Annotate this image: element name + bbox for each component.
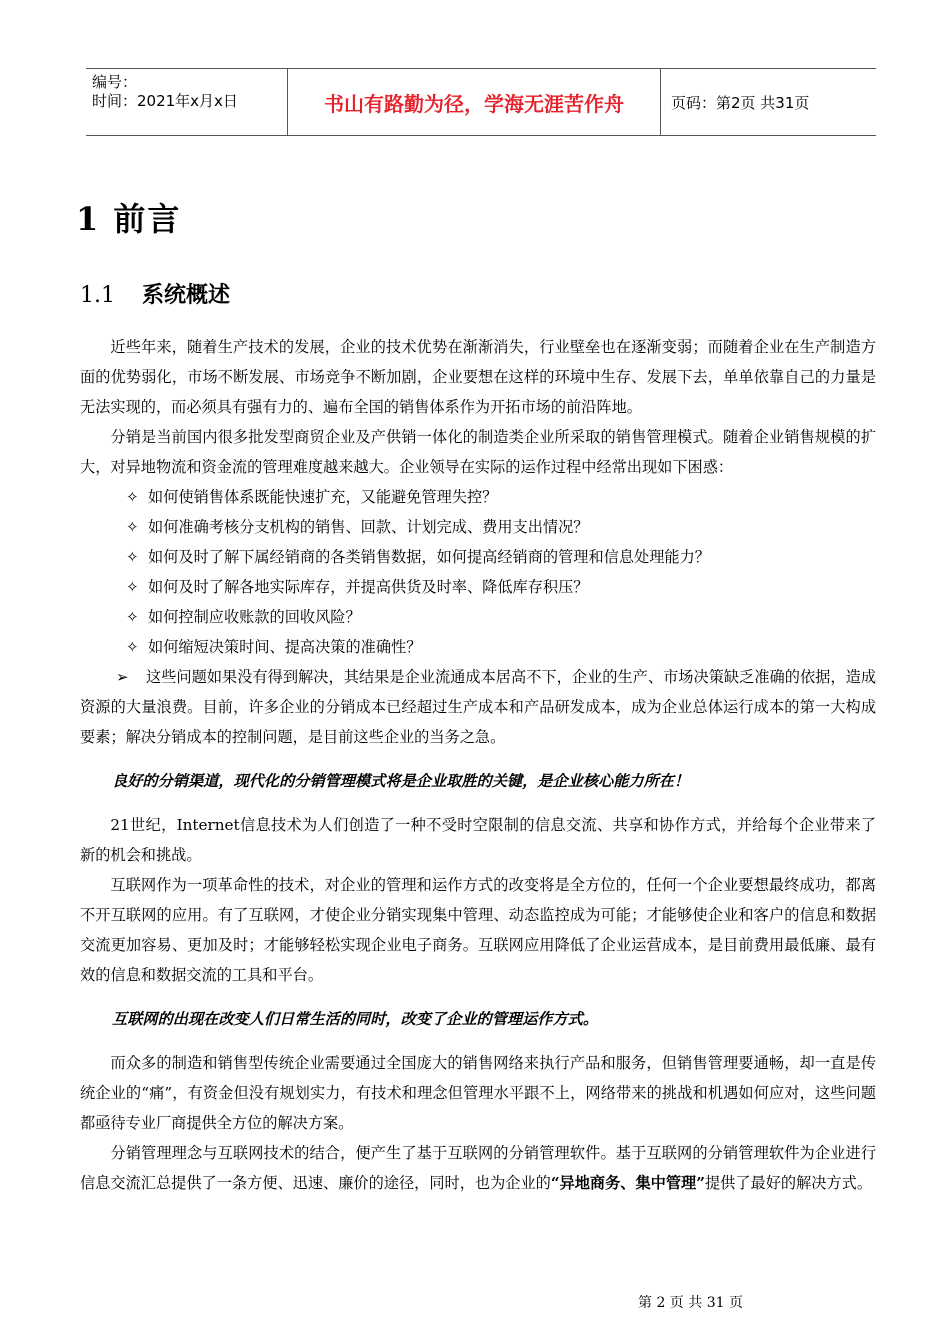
chapter-title: 1 前言 <box>76 200 182 238</box>
diamond-bullet-icon: ✧ <box>126 578 139 596</box>
header-motto: 书山有路勤为径，学海无涯苦作舟 <box>287 69 661 135</box>
document-header <box>86 68 876 136</box>
paragraph-6: 而众多的制造和销售型传统企业需要通过全国庞大的销售网络来执行产品和服务，但销售管理要通畅，却一直是传统企业的“痛”，有资金但没有规划实力，有技术和理念但管理水平跟不上，网络带来的挑战和机遇如何应对，这些问题都亟待专业厂商提供全方位的解决方案。 <box>80 1054 876 1132</box>
paragraph-7: 分销管理理念与互联网技术的结合，便产生了基于互联网的分销管理软件。基于互联网的分销管理软件为企业进行信息交流汇总提供了一条方便、迅速、廉价的途径，同时，也为企业的“异地商务、集中管理”提供了最好的解决方式。 <box>80 1144 876 1192</box>
header-meta <box>86 69 287 135</box>
section-title: 系统概述 <box>142 282 231 308</box>
paragraph-1: 近些年来，随着生产技术的发展，企业的技术优势在渐渐消失，行业壁垒也在逐渐变弱；而随着企业在生产制造方面的优势弱化，市场不断发展、市场竞争不断加剧，企业要想在这样的环境中生存、发展下去，单单依靠自己的力量是无法实现的，而必须具有强有力的、遍布全国的销售体系作为开拓市场的前沿阵地。 <box>80 338 876 416</box>
diamond-bullet-icon: ✧ <box>126 638 139 656</box>
list-item: ✧ 如何控制应收账款的回收风险？ <box>80 602 876 632</box>
list-item: ✧ 如何及时了解各地实际库存，并提高供货及时率、降低库存积压？ <box>80 572 876 602</box>
page-footer: 第 2 页 共 31 页 <box>638 1295 743 1311</box>
body-text <box>80 332 876 1198</box>
paragraph-2: 分销是当前国内很多批发型商贸企业及产供销一体化的制造类企业所采取的销售管理模式。随着企业销售规模的扩大，对异地物流和资金流的管理难度越来越大。企业领导在实际的运作过程中经常出现如下困惑： <box>80 428 876 476</box>
emphasis-line-1: 良好的分销渠道，现代化的分销管理模式将是企业取胜的关键，是企业核心能力所在！ <box>112 772 690 790</box>
emphasis-line-2: 互联网的出现在改变人们日常生活的同时，改变了企业的管理运作方式。 <box>112 1010 598 1028</box>
header-number-label: 编号： <box>92 73 138 91</box>
header-page-info: 页码：第2页 共31页 <box>671 93 810 112</box>
arrow-bullet-icon: ➢ <box>116 668 129 686</box>
paragraph-4: 21世纪，Internet信息技术为人们创造了一种不受时空限制的信息交流、共享和协作方式，并给每个企业带来了新的机会和挑战。 <box>80 816 876 864</box>
bold-phrase: “异地商务、集中管理” <box>550 1174 705 1192</box>
diamond-bullet-icon: ✧ <box>126 488 139 506</box>
list-item: ✧ 如何缩短决策时间、提高决策的准确性？ <box>80 632 876 662</box>
section-heading <box>80 278 230 309</box>
diamond-bullet-icon: ✧ <box>126 608 139 626</box>
header-time-label: 时间：2021年x月x日 <box>92 92 238 110</box>
paragraph-3: ➢ 这些问题如果没有得到解决，其结果是企业流通成本居高不下，企业的生产、市场决策缺乏准确的依据，造成资源的大量浪费。目前，许多企业的分销成本已经超过生产成本和产品研发成本，成为企业总体运行成本的第一大构成要素；解决分销成本的控制问题，是目前这些企业的当务之急。 <box>80 662 876 752</box>
list-item: ✧ 如何准确考核分支机构的销售、回款、计划完成、费用支出情况？ <box>80 512 876 542</box>
list-item: ✧ 如何及时了解下属经销商的各类销售数据，如何提高经销商的管理和信息处理能力？ <box>80 542 876 572</box>
diamond-bullet-icon: ✧ <box>126 518 139 536</box>
diamond-bullet-icon: ✧ <box>126 548 139 566</box>
list-item: ✧ 如何使销售体系既能快速扩充，又能避免管理失控？ <box>80 482 876 512</box>
paragraph-5: 互联网作为一项革命性的技术，对企业的管理和运作方式的改变将是全方位的，任何一个企业要想最终成功，都离不开互联网的应用。有了互联网，才使企业分销实现集中管理、动态监控成为可能；才能够使企业和客户的信息和数据交流更加容易、更加及时；才能够轻松实现企业电子商务。互联网应用降低了企业运营成本，是目前费用最低廉、最有效的信息和数据交流的工具和平台。 <box>80 876 876 984</box>
section-number: 1.1 <box>80 283 115 308</box>
